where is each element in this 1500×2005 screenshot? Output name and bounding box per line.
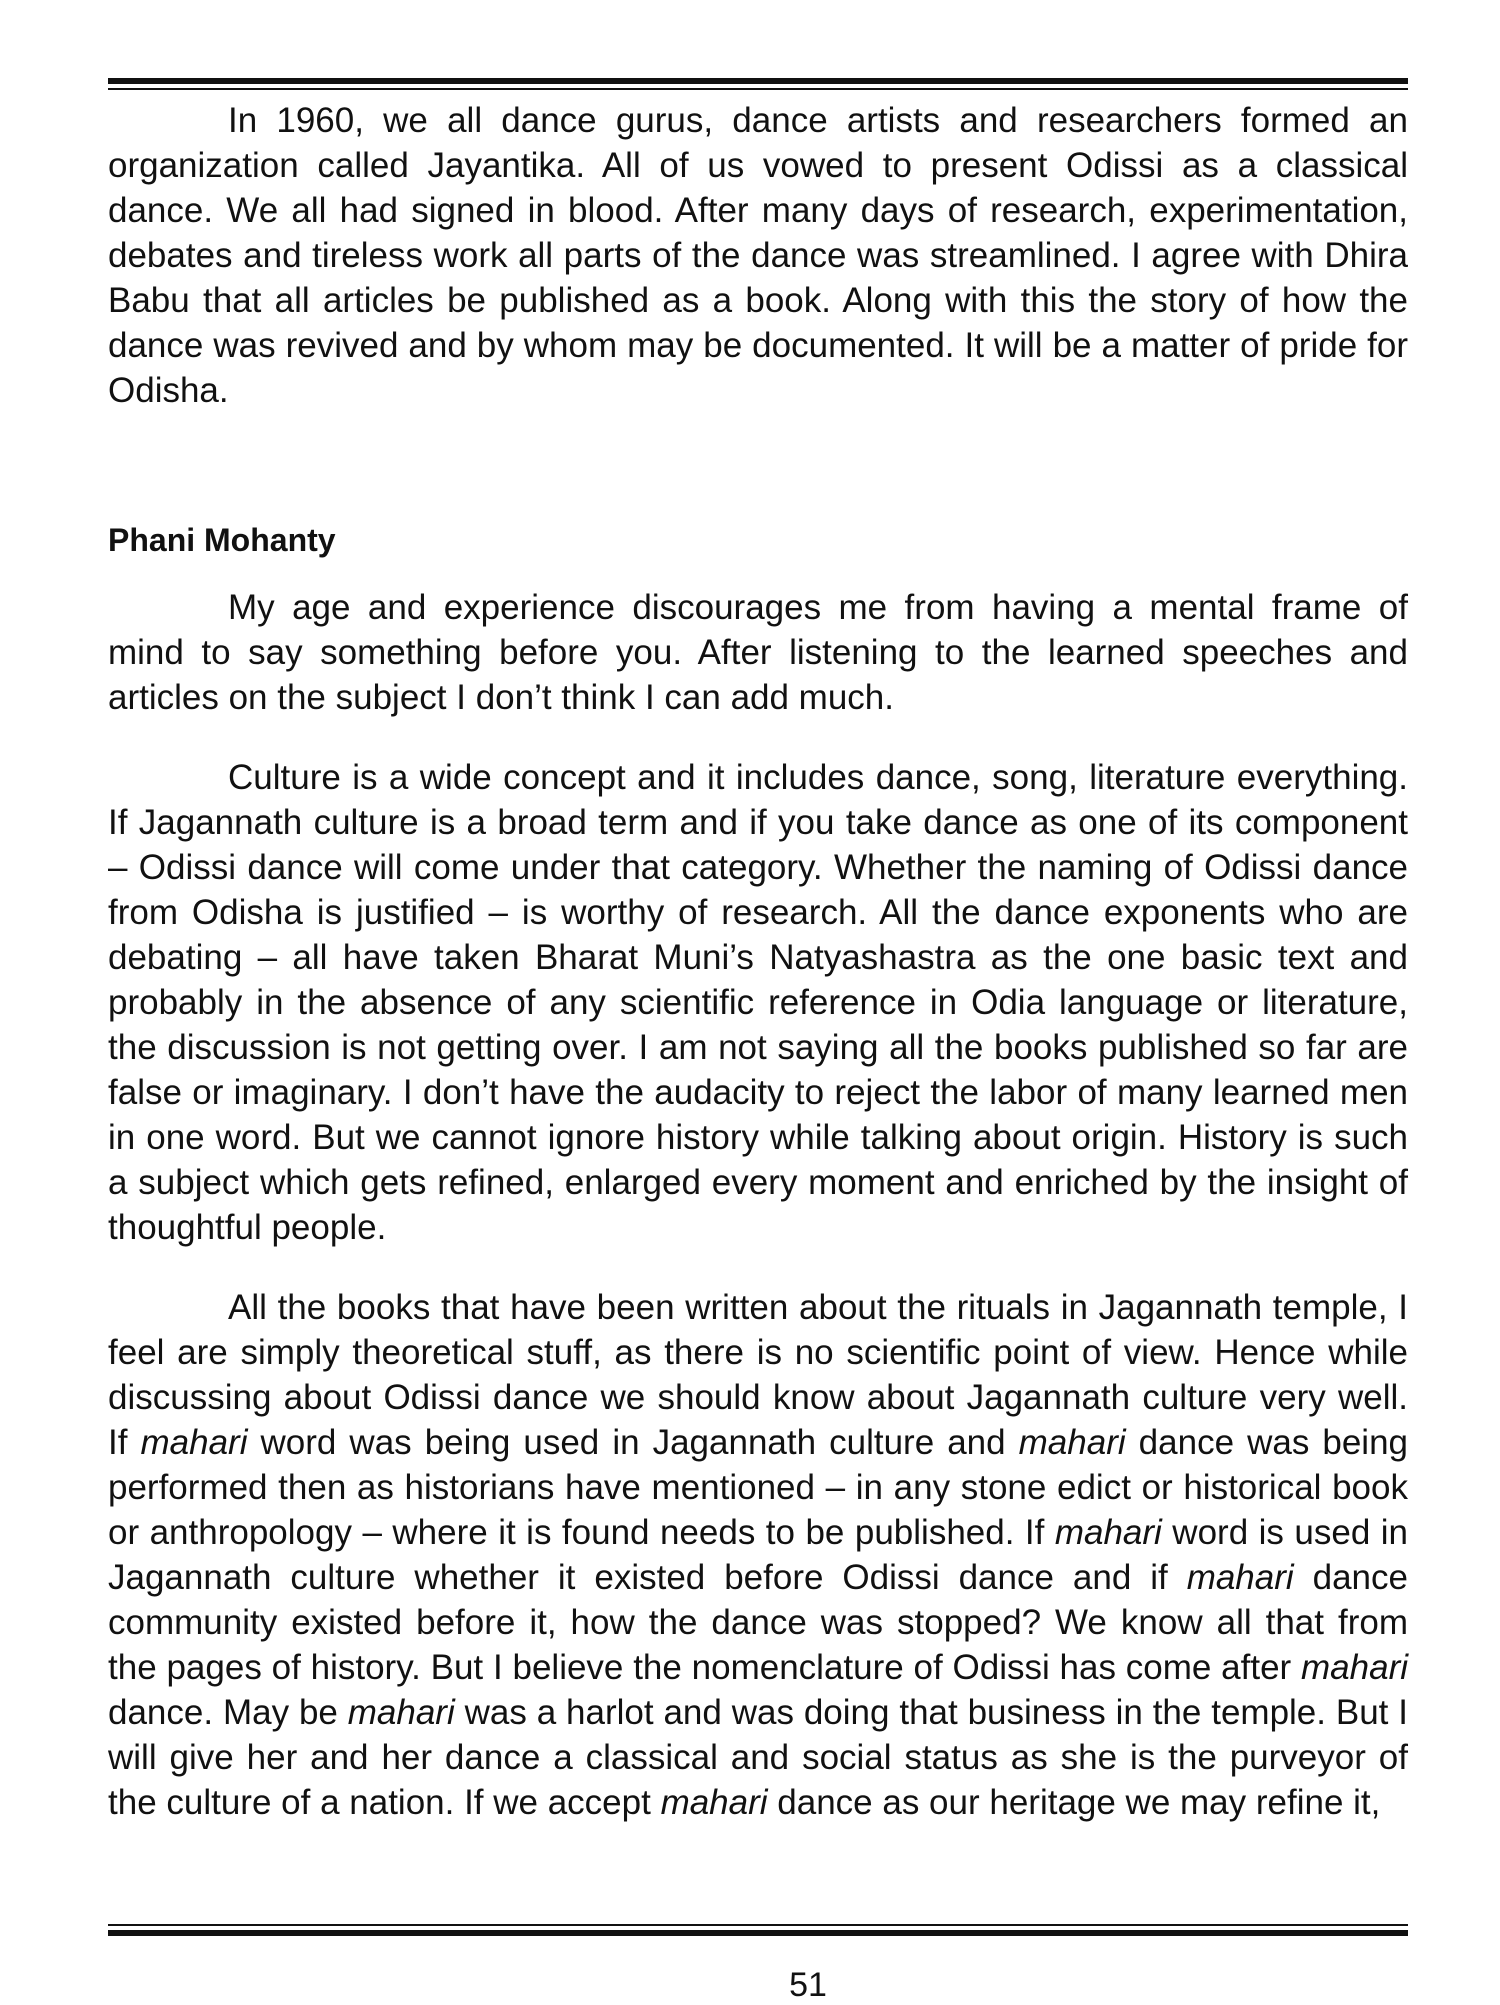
italic-term: mahari <box>347 1693 455 1732</box>
italic-term: mahari <box>140 1423 248 1462</box>
italic-term: mahari <box>660 1783 768 1822</box>
paragraph-culture: Culture is a wide concept and it includes dance, song, literature everything. If Jagannath culture is a broad term and if you take dance as one of its component – Odissi dance will come under that category. Whether the naming of Odissi dance from Odisha is justified – is worthy of research. All the dance exponents who are debating – all have taken Bharat Muni’s Natyashastra as the one basic text and probably in the absence of any scientific reference in Odia language or literature, the discussion is not getting over. I am not saying all the books published so far are false or imaginary. I don’t have the audacity to reject the labor of many learned men in one word. But we cannot ignore history while talking about origin. History is such a subject which gets refined, enlarged every moment and enriched by the insight of thoughtful people. <box>108 758 1408 1247</box>
italic-term: mahari <box>1018 1423 1126 1462</box>
text-run: dance was being performed then as historians have mentioned – in any stone edict or historical book or anthropology – where it is found needs to be published. If <box>108 1423 1408 1552</box>
intro-paragraph: In 1960, we all dance gurus, dance artists and researchers formed an organization called Jayantika. All of us vowed to present Odissi as a classical dance. We all had signed in blood. After many days of research, experimentation, debates and tireless work all parts of the dance was streamlined. I agree with Dhira Babu that all articles be published as a book. Along with this the story of how the dance was revived and by whom may be documented. It will be a matter of pride for Odisha. <box>108 101 1408 410</box>
text-run: All the books that have been written about the rituals in Jagannath temple, I feel are simply theoretical stuff, as there is no scientific point of view. Hence while discussing about Odissi dance we should know about Jagannath culture very well. If <box>108 1288 1408 1462</box>
page-body <box>108 98 1408 1825</box>
text-run: word was being used in Jagannath culture and <box>247 1423 1019 1462</box>
text-run: dance. May be <box>108 1693 348 1732</box>
top-rule <box>108 78 1408 90</box>
italic-term: mahari <box>1301 1648 1408 1687</box>
speaker-heading: Phani Mohanty <box>108 522 336 558</box>
page-number: 51 <box>789 1966 827 2004</box>
text-run: dance community existed before it, how the dance was stopped? We know all that from the pages of history. But I believe the nomenclature of Odissi has come after <box>108 1558 1408 1687</box>
text-run: was a harlot and was doing that business in the temple. But I will give her and her dance a classical and social status as she is the purveyor of the culture of a nation. If we accept <box>108 1693 1408 1822</box>
text-run: dance as our heritage we may refine it, <box>767 1783 1381 1822</box>
text-run: word is used in Jagannath culture whether it existed before Odissi dance and if <box>108 1513 1408 1597</box>
bottom-rule <box>108 1924 1408 1936</box>
paragraph-rituals <box>108 1285 1408 1825</box>
italic-term: mahari <box>1054 1513 1162 1552</box>
paragraph-age-experience: My age and experience discourages me from having a mental frame of mind to say something before you. After listening to the learned speeches and articles on the subject I don’t think I can add much. <box>108 588 1408 717</box>
italic-term: mahari <box>1186 1558 1294 1597</box>
